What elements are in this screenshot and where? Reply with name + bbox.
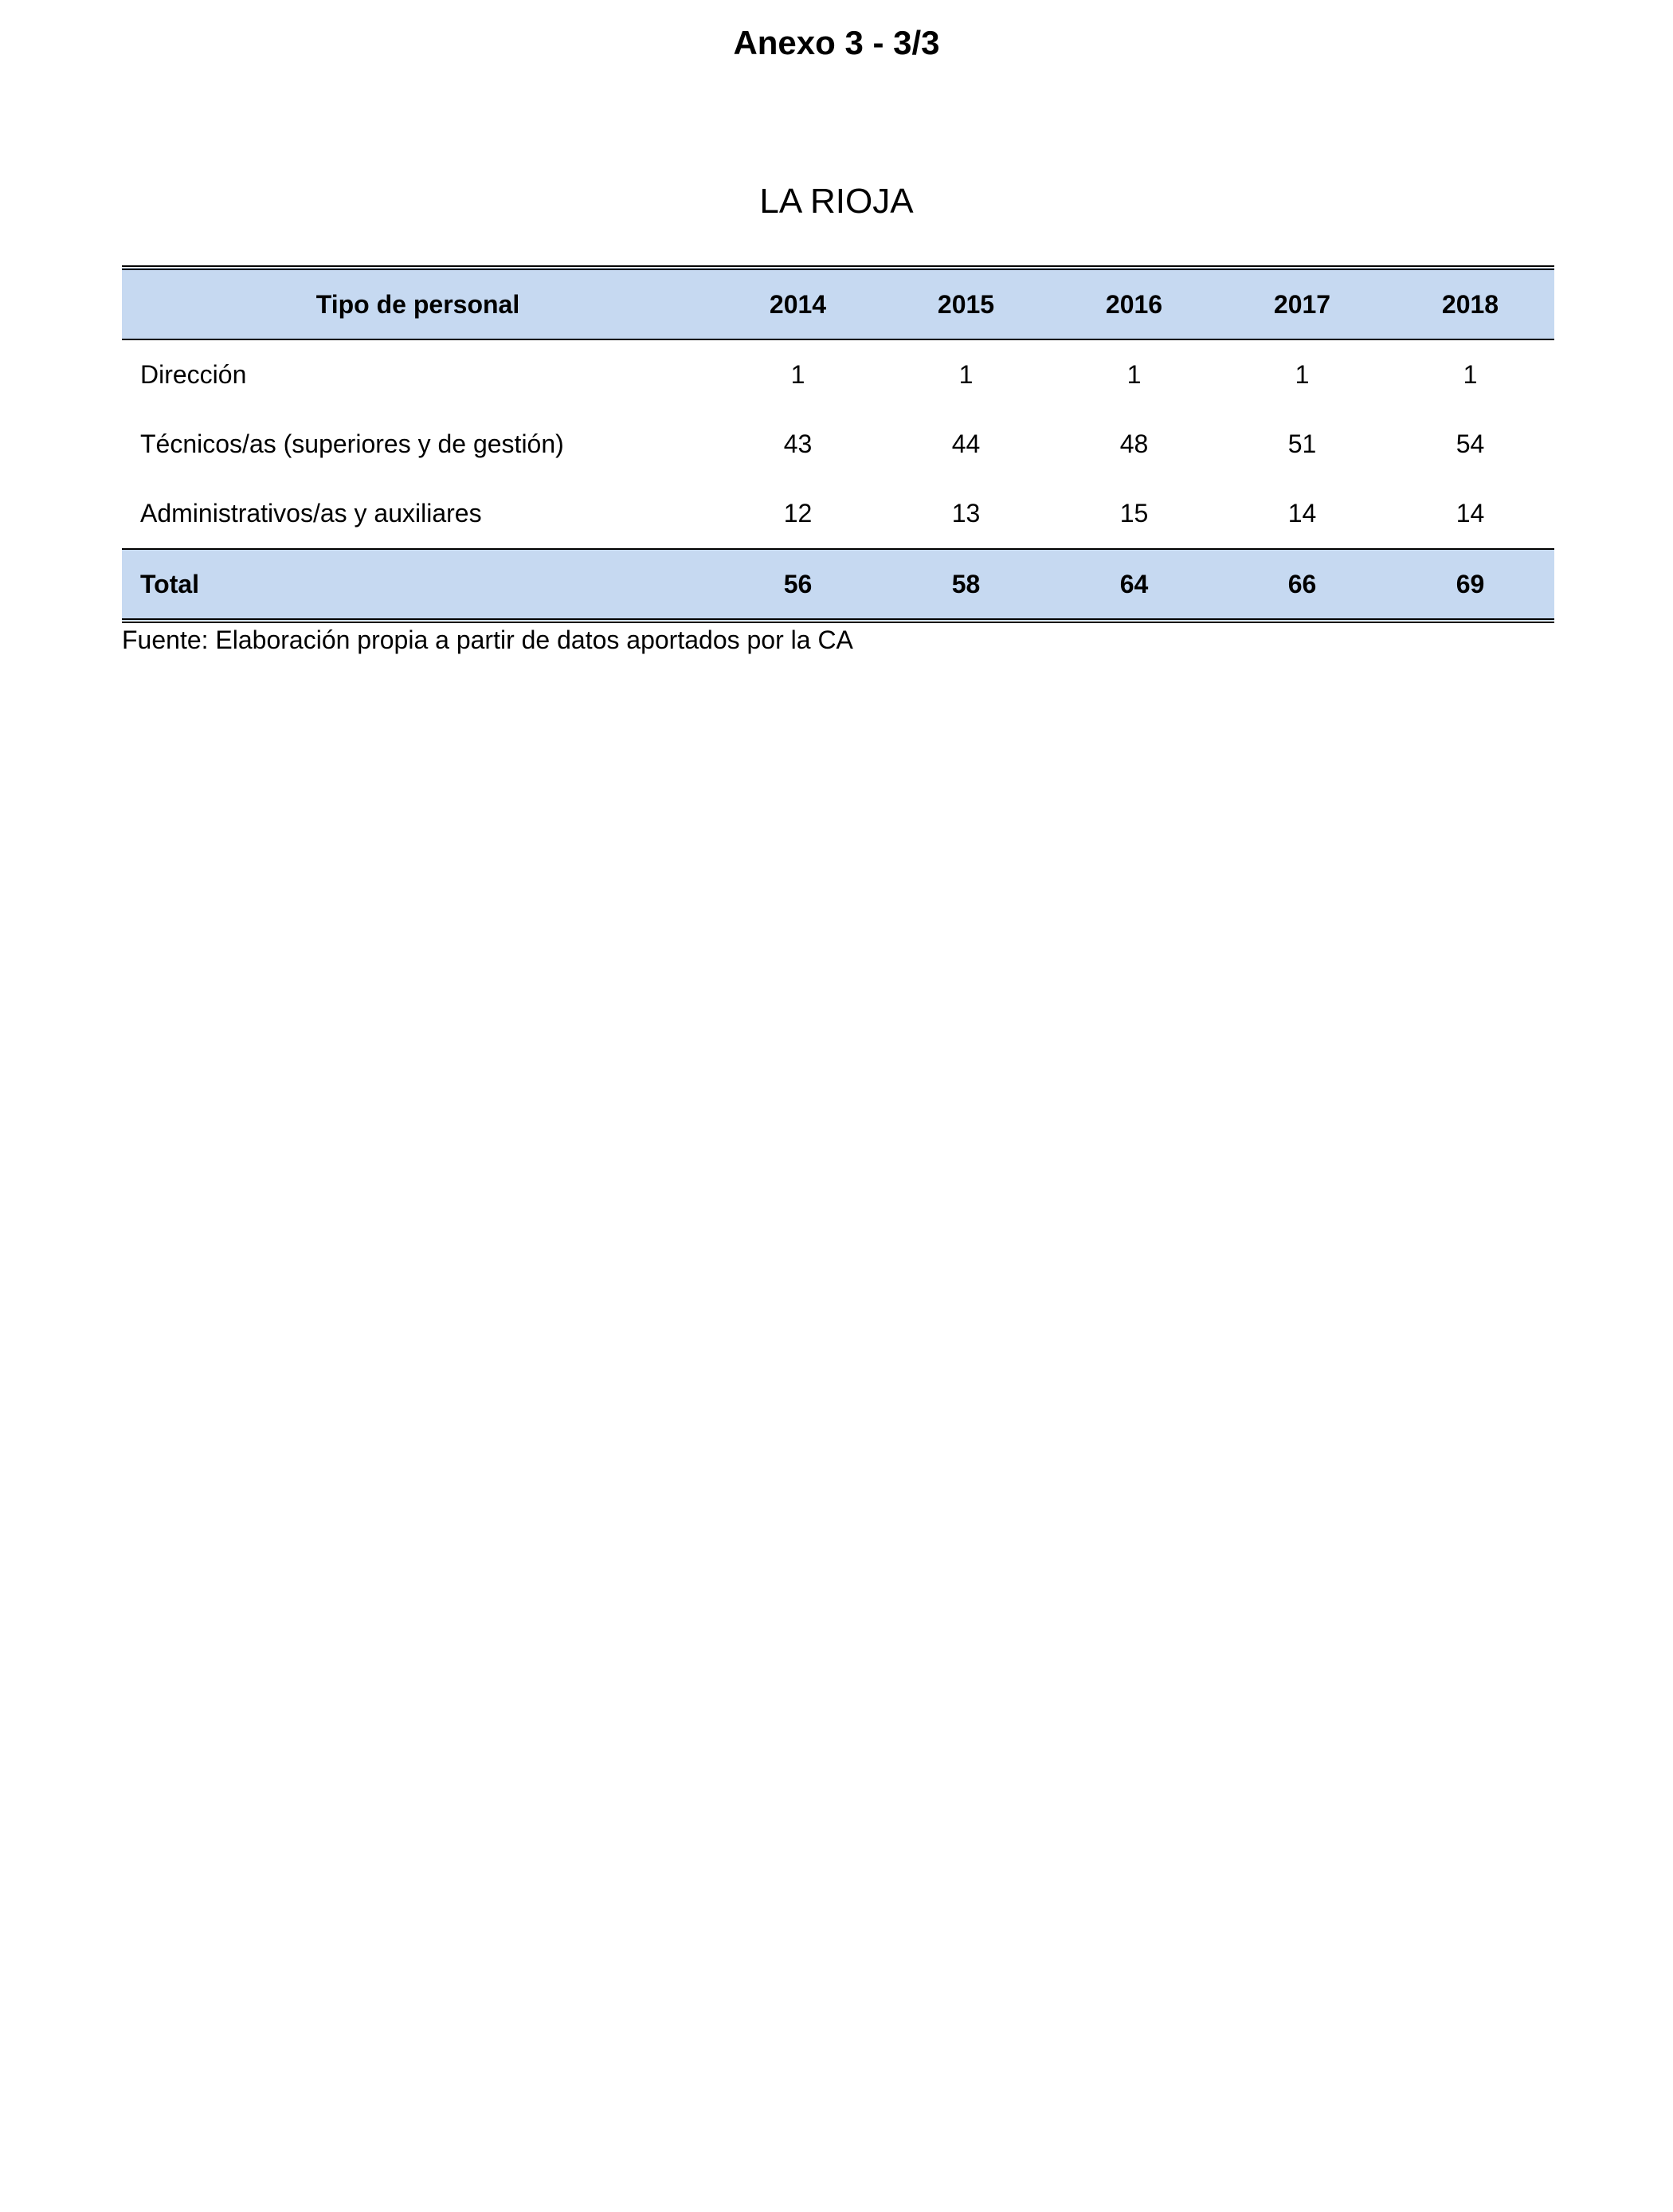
- column-header-2017: 2017: [1218, 268, 1386, 339]
- column-header-2015: 2015: [882, 268, 1050, 339]
- row-label: Administrativos/as y auxiliares: [140, 499, 482, 528]
- total-cell: 66: [1218, 549, 1386, 621]
- column-header-tipo-personal: Tipo de personal: [122, 268, 714, 339]
- source-note: Fuente: Elaboración propia a partir de datos aportados por la CA: [122, 626, 853, 654]
- table-cell: 1: [958, 360, 974, 389]
- column-header-2016: 2016: [1050, 268, 1218, 339]
- total-cell: 58: [882, 549, 1050, 621]
- table-row-direccion: [122, 339, 1554, 410]
- page-header-title: Anexo 3 - 3/3: [733, 24, 940, 61]
- table-cell: 44: [951, 429, 981, 458]
- table-cell: 43: [783, 429, 813, 458]
- table-cell: 15: [1119, 499, 1149, 528]
- table-title: LA RIOJA: [759, 182, 914, 221]
- column-header-2014: 2014: [714, 268, 882, 339]
- table-cell: 51: [1287, 429, 1317, 458]
- total-cell: 69: [1386, 549, 1554, 621]
- table-cell: 1: [1126, 360, 1142, 389]
- table-cell: 14: [1456, 499, 1485, 528]
- table-cell: 1: [1463, 360, 1478, 389]
- row-label: Dirección: [140, 360, 247, 389]
- column-header-2018: 2018: [1386, 268, 1554, 339]
- table-total-row: [122, 549, 1554, 621]
- table-cell: 1: [790, 360, 805, 389]
- staff-table: [122, 265, 1554, 623]
- table-cell: 54: [1456, 429, 1485, 458]
- table-row-tecnicos: [122, 410, 1554, 479]
- staff-table-container: [122, 265, 1554, 623]
- total-cell: 56: [714, 549, 882, 621]
- table-cell: 14: [1287, 499, 1317, 528]
- row-label: Técnicos/as (superiores y de gestión): [140, 429, 564, 458]
- total-label: Total: [122, 549, 714, 621]
- table-cell: 1: [1295, 360, 1310, 389]
- table-cell: 48: [1119, 429, 1149, 458]
- table-cell: 12: [783, 499, 813, 528]
- table-row-administrativos: [122, 479, 1554, 549]
- total-cell: 64: [1050, 549, 1218, 621]
- table-header-row: [122, 268, 1554, 339]
- table-cell: 13: [951, 499, 981, 528]
